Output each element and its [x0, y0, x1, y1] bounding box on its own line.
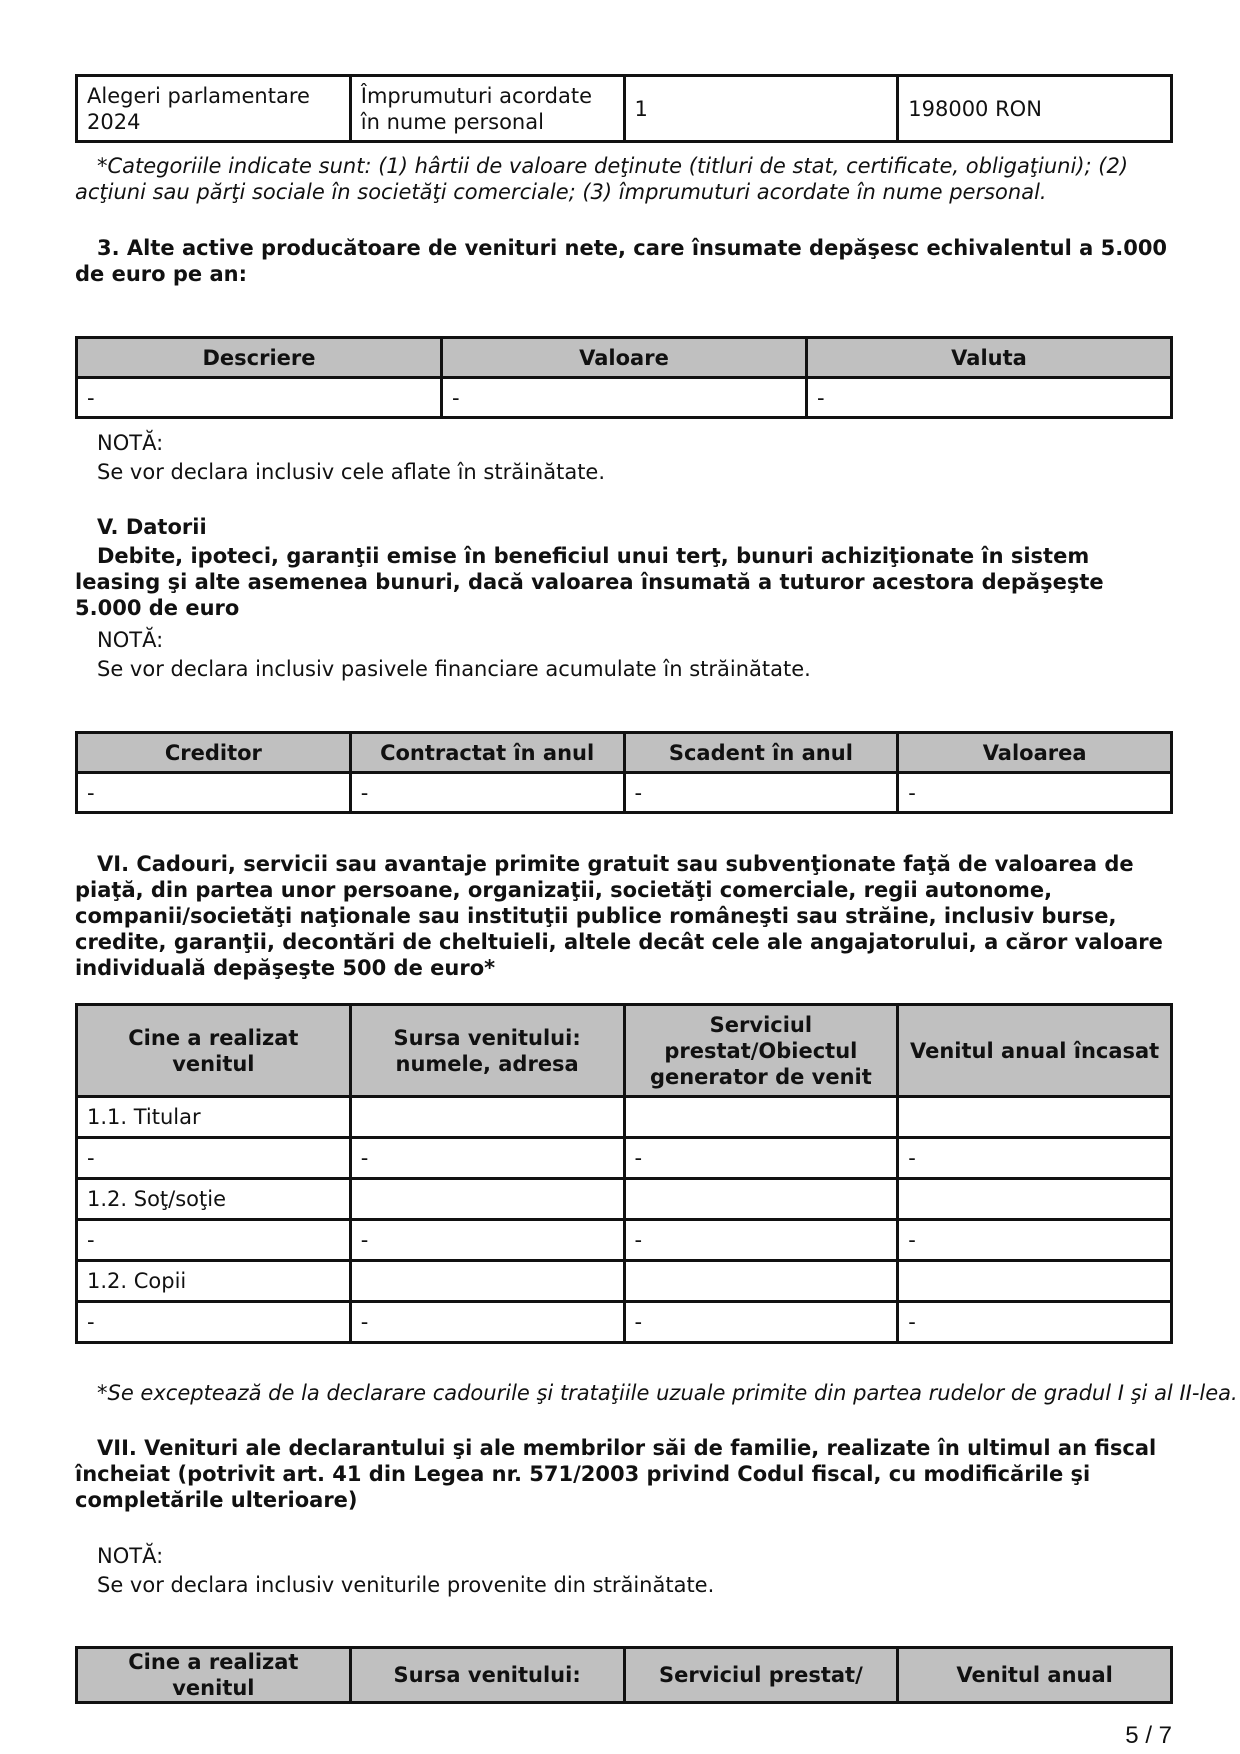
shares-table [75, 74, 1173, 143]
debts-table [75, 731, 1173, 814]
table-cell [350, 1097, 624, 1138]
table-cell [898, 1097, 1172, 1138]
income-table [75, 1646, 1173, 1704]
table-cell: - [350, 1138, 624, 1179]
column-header: Venitul anual [898, 1648, 1172, 1703]
categories-note: *Categoriile indicate sunt: (1) hârtii de valoare deţinute (titluri de stat, certificate, obligaţiuni); (2) acţiuni sau părţi sociale în societăţi comerciale; (3) împrumuturi acordate în nume personal. [75, 154, 1129, 204]
table-cell: - [898, 773, 1172, 813]
table-cell: 1 [624, 76, 898, 142]
table-cell [624, 1097, 898, 1138]
column-header: Descriere [77, 338, 442, 378]
table-cell: - [77, 773, 351, 813]
other-assets-table [75, 336, 1173, 419]
table-cell: 1.2. Soţ/soţie [77, 1179, 351, 1220]
table-cell: - [624, 1138, 898, 1179]
column-header: Creditor [77, 733, 351, 773]
table-header-row [77, 1005, 1172, 1097]
table-row [77, 773, 1172, 813]
table-row [77, 378, 1172, 418]
table-cell: - [442, 378, 807, 418]
table-row [77, 1097, 1172, 1138]
table-header-row [77, 1648, 1172, 1703]
table-row [77, 1220, 1172, 1261]
column-header: Scadent în anul [624, 733, 898, 773]
column-header: Serviciul prestat/ [624, 1648, 898, 1703]
section-6-heading: VI. Cadouri, servicii sau avantaje primite gratuit sau subvenţionate faţă de valoarea de piaţă, din partea unor persoane, organizaţii, societăţi comerciale, regii autonome, companii/societăţi naţionale sau instituţii publice româneşti sau străine, inclusiv burse, credite, garanţii, decontări de cheltuieli, altele decât cele ale angajatorului, a căror valoare individuală depăşeşte 500 de euro* [75, 852, 1163, 980]
table-cell: - [77, 378, 442, 418]
table-cell: - [77, 1302, 351, 1343]
table-cell [898, 1261, 1172, 1302]
table-row [77, 76, 1172, 142]
table-cell: 1.2. Copii [77, 1261, 351, 1302]
table-cell: - [77, 1220, 351, 1261]
table-cell: 1.1. Titular [77, 1097, 351, 1138]
table-cell [624, 1179, 898, 1220]
note-label: NOTĂ: [97, 431, 164, 455]
gifts-table [75, 1003, 1173, 1344]
table-cell: - [898, 1302, 1172, 1343]
table-row [77, 1261, 1172, 1302]
column-header: Sursa venitului: numele, adresa [350, 1005, 624, 1097]
table-cell [350, 1261, 624, 1302]
table-cell: - [624, 773, 898, 813]
table-row [77, 1179, 1172, 1220]
table-cell: - [350, 773, 624, 813]
table-cell: - [898, 1220, 1172, 1261]
table-cell: - [77, 1138, 351, 1179]
table-cell: - [898, 1138, 1172, 1179]
note-text: Se vor declara inclusiv veniturile provenite din străinătate. [97, 1573, 715, 1597]
table-header-row [77, 733, 1172, 773]
column-header: Contractat în anul [350, 733, 624, 773]
table-cell [898, 1179, 1172, 1220]
table-cell [350, 1179, 624, 1220]
note-text: Se vor declara inclusiv cele aflate în străinătate. [97, 460, 606, 484]
column-header: Valoare [442, 338, 807, 378]
table-cell [624, 1261, 898, 1302]
column-header: Valuta [807, 338, 1172, 378]
column-header: Sursa venitului: [350, 1648, 624, 1703]
section-5-title: V. Datorii [97, 515, 207, 539]
gifts-footnote: *Se exceptează de la declarare cadourile şi trataţiile uzuale primite din partea rudelor de gradul I şi al II-lea. [97, 1381, 1238, 1405]
table-cell: - [624, 1220, 898, 1261]
table-row [77, 1138, 1172, 1179]
note-label: NOTĂ: [97, 628, 164, 652]
column-header: Serviciul prestat/Obiectul generator de venit [624, 1005, 898, 1097]
column-header: Cine a realizat venitul [77, 1005, 351, 1097]
section-3-heading: 3. Alte active producătoare de venituri nete, care însumate depăşesc echivalentul a 5.000 de euro pe an: [75, 236, 1168, 286]
table-cell: Alegeri parlamentare 2024 [77, 76, 351, 142]
table-header-row [77, 338, 1172, 378]
column-header: Valoarea [898, 733, 1172, 773]
note-label: NOTĂ: [97, 1544, 164, 1568]
table-row [77, 1302, 1172, 1343]
table-cell: - [624, 1302, 898, 1343]
note-text: Se vor declara inclusiv pasivele financiare acumulate în străinătate. [97, 657, 811, 681]
section-7-heading: VII. Venituri ale declarantului şi ale membrilor săi de familie, realizate în ultimul an fiscal încheiat (potrivit art. 41 din Legea nr. 571/2003 privind Codul fiscal, cu modificările şi completările ulterioare) [75, 1436, 1157, 1512]
table-cell: - [350, 1220, 624, 1261]
table-cell: - [807, 378, 1172, 418]
table-cell: 198000 RON [898, 76, 1172, 142]
column-header: Venitul anual încasat [898, 1005, 1172, 1097]
column-header: Cine a realizat venitul [77, 1648, 351, 1703]
table-cell: Împrumuturi acordate în nume personal [350, 76, 624, 142]
page-number: 5 / 7 [1125, 1722, 1172, 1749]
section-5-heading: Debite, ipoteci, garanţii emise în beneficiul unui terţ, bunuri achiziţionate în sistem leasing şi alte asemenea bunuri, dacă valoarea însumată a tuturor acestora depăşeşte 5.000 de euro [75, 544, 1104, 620]
table-cell: - [350, 1302, 624, 1343]
